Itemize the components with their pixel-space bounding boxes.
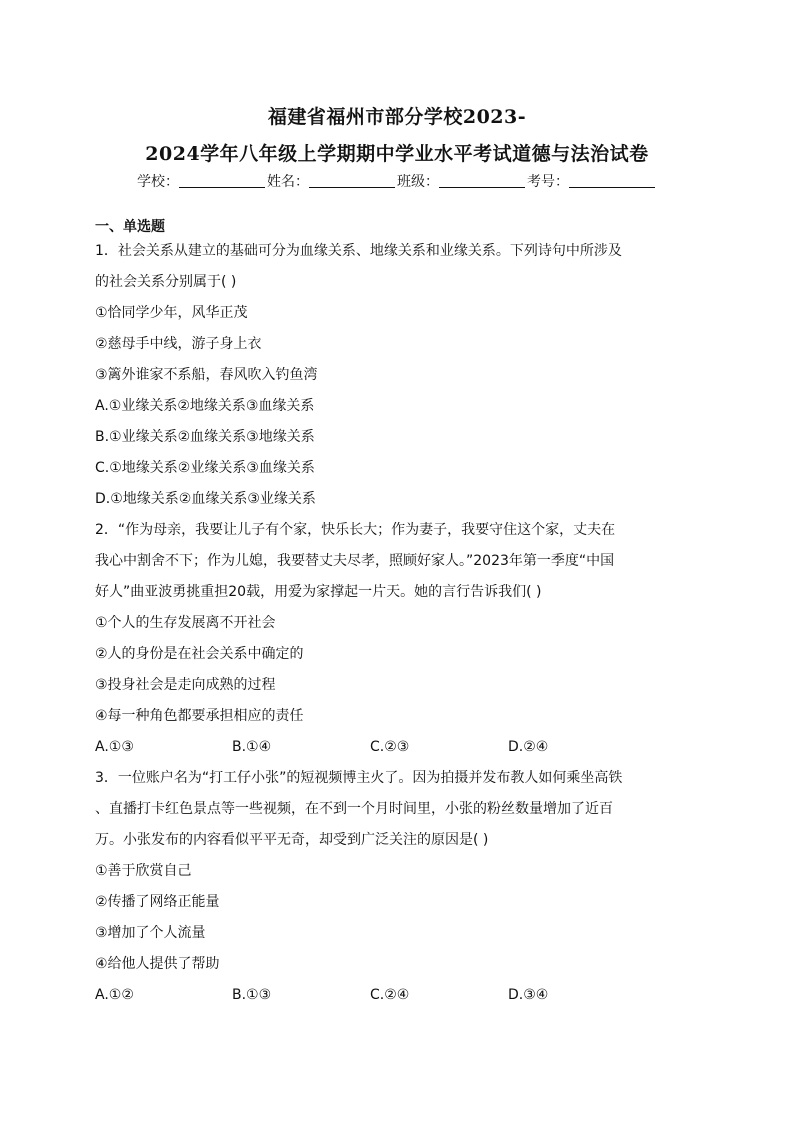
exam-number-label: 考号： (527, 174, 569, 190)
name-blank (309, 173, 395, 188)
exam-title-line-1: 福建省福州市部分学校2023- (267, 106, 527, 128)
question-stem-line: 我心中割舍不下；作为儿媳，我要替丈夫尽孝，照顾好家人。”2023年第一季度“中国 (95, 553, 615, 569)
answer-option-a[interactable]: A.①③ (95, 739, 134, 755)
answer-option-b[interactable]: B.①业缘关系②血缘关系③地缘关系 (95, 429, 315, 445)
question-list (95, 236, 705, 1011)
section-heading: 一、单选题 (95, 219, 165, 235)
exam-title-line-2: 2024学年八年级上学期期中学业水平考试道德与法治试卷 (145, 143, 649, 165)
answer-option-a[interactable]: A.①业缘关系②地缘关系③血缘关系 (95, 398, 315, 414)
answer-option-d[interactable]: D.①地缘关系②血缘关系③业缘关系 (95, 491, 316, 507)
name-label: 姓名： (267, 174, 309, 190)
statement-item: ①恰同学少年，风华正茂 (95, 305, 248, 321)
question-stem-line: 2．“作为母亲，我要让儿子有个家，快乐长大；作为妻子，我要守住这个家，丈夫在 (95, 522, 616, 538)
statement-item: ①个人的生存发展离不开社会 (95, 615, 276, 631)
question-1 (95, 236, 705, 515)
question-3 (95, 763, 705, 1011)
question-stem-line: 3．一位账户名为“打工仔小张”的短视频博主火了。因为拍摄并发布教人如何乘坐高铁 (95, 770, 623, 786)
statement-item: ①善于欣赏自己 (95, 863, 192, 879)
answer-option-c[interactable]: C.②④ (370, 987, 410, 1003)
statement-item: ④给他人提供了帮助 (95, 956, 220, 972)
statement-item: ③篱外谁家不系船，春风吹入钓鱼湾 (95, 367, 318, 383)
question-stem-line: 好人”曲亚波勇挑重担20载，用爱为家撑起一片天。她的言行告诉我们( ) (95, 584, 542, 600)
question-stem-line: 的社会关系分别属于( ) (95, 274, 237, 290)
statement-item: ②慈母手中线，游子身上衣 (95, 336, 262, 352)
school-label: 学校： (137, 174, 179, 190)
answer-option-c[interactable]: C.①地缘关系②业缘关系③血缘关系 (95, 460, 315, 476)
answer-option-d[interactable]: D.③④ (508, 987, 549, 1003)
class-label: 班级： (397, 174, 439, 190)
answer-options-row (95, 980, 705, 1011)
question-stem-line: 万。小张发布的内容看似平平无奇，却受到广泛关注的原因是( ) (95, 832, 489, 848)
answer-option-a[interactable]: A.①② (95, 987, 134, 1003)
question-stem-line: 、直播打卡红色景点等一些视频，在不到一个月时间里，小张的粉丝数量增加了近百 (95, 801, 613, 817)
statement-item: ③投身社会是走向成熟的过程 (95, 677, 276, 693)
statement-item: ③增加了个人流量 (95, 925, 206, 941)
answer-option-d[interactable]: D.②④ (508, 739, 549, 755)
statement-item: ②传播了网络正能量 (95, 894, 220, 910)
answer-option-b[interactable]: B.①④ (232, 739, 272, 755)
exam-number-blank (569, 173, 655, 188)
student-info-row (0, 171, 794, 191)
statement-item: ②人的身份是在社会关系中确定的 (95, 646, 304, 662)
answer-option-b[interactable]: B.①③ (232, 987, 272, 1003)
answer-options-row (95, 732, 705, 763)
question-2 (95, 515, 705, 763)
class-blank (439, 173, 525, 188)
answer-option-c[interactable]: C.②③ (370, 739, 410, 755)
question-stem-line: 1．社会关系从建立的基础可分为血缘关系、地缘关系和业缘关系。下列诗句中所涉及 (95, 243, 622, 259)
statement-item: ④每一种角色都要承担相应的责任 (95, 708, 304, 724)
school-blank (179, 173, 265, 188)
